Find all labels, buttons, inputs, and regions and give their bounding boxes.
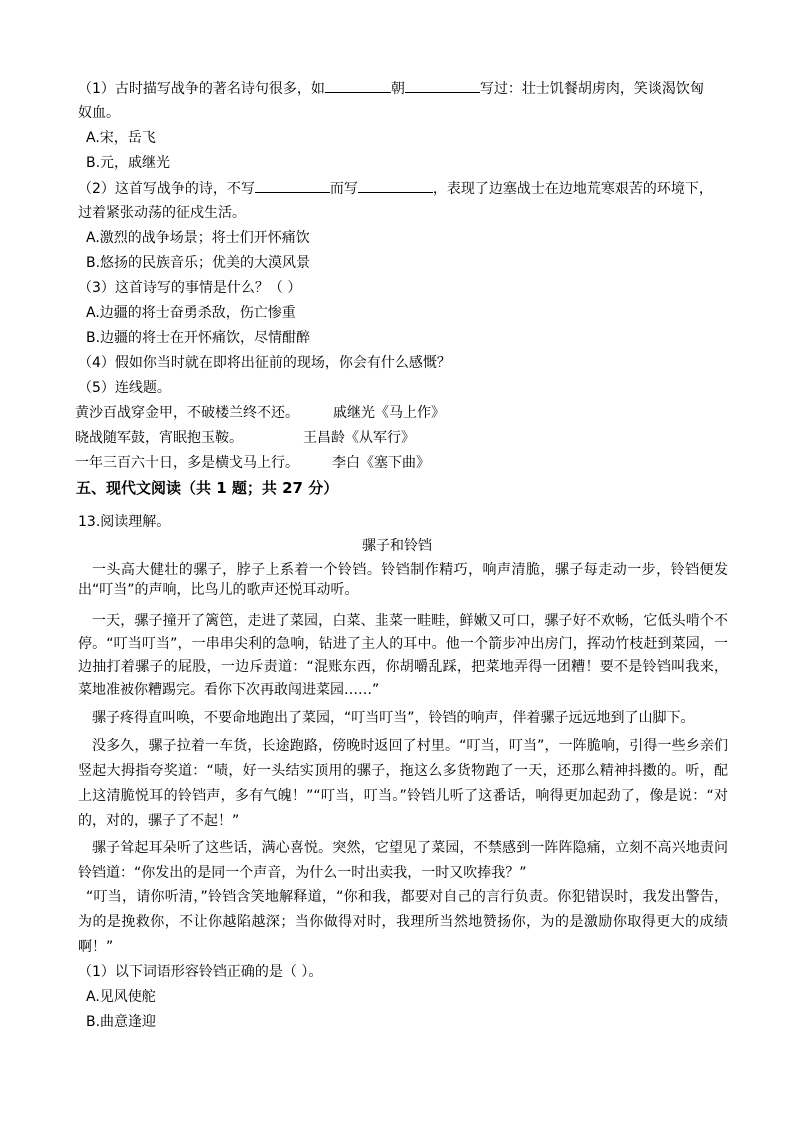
match-right-3[interactable]: 李白《塞下曲》 <box>332 455 430 471</box>
q13-1-stem: （1）以下词语形容铃铛正确的是（ ）。 <box>78 964 323 980</box>
q4-stem: （4）假如你当时就在即将出征前的现场，你会有什么感慨？ <box>78 355 451 371</box>
q3-option-b[interactable]: B.边疆的将士在开怀痛饮，尽情酣醉 <box>86 330 311 346</box>
answer-blank[interactable] <box>358 178 433 193</box>
match-left-1[interactable]: 黄沙百战穿金甲，不破楼兰终不还。 <box>75 405 299 421</box>
q2-option-a[interactable]: A.激烈的战争场景；将士们开怀痛饮 <box>86 230 310 246</box>
passage-paragraph-6: “叮当，请你听清，”铃铛含笑地解释道，“你和我，都要对自己的言行负责。你犯错误时，我发出警告，为的是挽救你，不让你越陷越深；当你做得对时，我理所当然地赞扬你，为的是激励你取得更大的成绩啊！” <box>78 889 728 955</box>
q13-1-option-a[interactable]: A.见风使舵 <box>86 989 156 1005</box>
match-left-2[interactable]: 晓战随军鼓，宵眠抱玉鞍。 <box>75 430 243 446</box>
q1-option-b[interactable]: B.元，戚继光 <box>86 155 171 171</box>
passage-paragraph-2: 一天，骡子撞开了篱笆，走进了菜园，白菜、韭菜一畦畦，鲜嫩又可口，骡子好不欢畅，它低头啃个不停。“叮当叮当”，一串串尖利的急响，钻进了主人的耳中。他一个箭步冲出房门，挥动竹枝赶到菜园，一边抽打着骡子的屁股，一边斥责道：“混账东西，你胡嚼乱踩，把菜地弄得一团糟！要不是铃铛叫我来，菜地准被你糟踢完。看你下次再敢闯进菜园……” <box>78 613 728 698</box>
q2-option-b[interactable]: B.悠扬的民族音乐；优美的大漠风景 <box>86 255 311 271</box>
q13-1-option-b[interactable]: B.曲意逢迎 <box>86 1014 157 1030</box>
passage-paragraph-5: 骡子耸起耳朵听了这些话，满心喜悦。突然，它望见了菜园，不禁感到一阵阵隐痛，立刻不高兴地责问铃铛道：“你发出的是同一个声音，为什么一时出卖我，一时又吹捧我？” <box>78 840 728 881</box>
section-heading: 五、现代文阅读（共 1 题；共 27 分） <box>76 479 339 497</box>
q2-stem: （2）这首写战争的诗，不写 而写 ，表现了边塞战士在边地荒寒艰苦的环境下， <box>78 178 713 199</box>
match-right-2[interactable]: 王昌龄《从军行》 <box>303 430 415 446</box>
q3-option-a[interactable]: A.边疆的将士奋勇杀敌，伤亡惨重 <box>86 305 296 321</box>
q13-label: 13.阅读理解。 <box>78 514 171 530</box>
answer-blank[interactable] <box>405 78 480 93</box>
answer-blank[interactable] <box>255 178 330 193</box>
passage-title: 骡子和铃铛 <box>362 538 432 554</box>
q1-option-a[interactable]: A.宋，岳飞 <box>86 130 156 146</box>
q1-stem-cont: 奴血。 <box>78 105 120 121</box>
passage-paragraph-1: 一头高大健壮的骡子，脖子上系着一个铃铛。铃铛制作精巧，响声清脆，骡子每走动一步，铃铛便发出“叮当”的声响，比鸟儿的歌声还悦耳动听。 <box>78 562 728 598</box>
q1-stem: （1）古时描写战争的著名诗句很多，如 朝 写过：壮士饥餐胡虏肉，笑谈渴饮匈 <box>78 78 704 99</box>
q3-stem: （3）这首诗写的事情是什么？（ ） <box>78 280 302 296</box>
answer-blank[interactable] <box>325 78 391 93</box>
passage-paragraph-3: 骡子疼得直叫唤，不要命地跑出了菜园，“叮当叮当”，铃铛的响声，伴着骡子远远地到了山脚下。 <box>92 710 695 726</box>
q2-stem-cont: 过着紧张动荡的征戍生活。 <box>78 205 246 221</box>
q5-stem: （5）连线题。 <box>78 380 171 396</box>
match-right-1[interactable]: 戚继光《马上作》 <box>333 405 445 421</box>
passage-paragraph-4: 没多久，骡子拉着一车货，长途跑路，傍晚时返回了村里。“叮当，叮当”，一阵脆响，引得一些乡亲们竖起大拇指夸奖道：“啧，好一头结实顶用的骡子，拖这么多货物跑了一天，还那么精神抖擞的。听，配上这清脆悦耳的铃铛声，多有气魄！”“叮当，叮当。”铃铛儿听了这番话，响得更加起劲了，像是说：“对的，对的，骡子了不起！” <box>78 738 728 829</box>
match-left-3[interactable]: 一年三百六十日，多是横戈马上行。 <box>75 455 299 471</box>
